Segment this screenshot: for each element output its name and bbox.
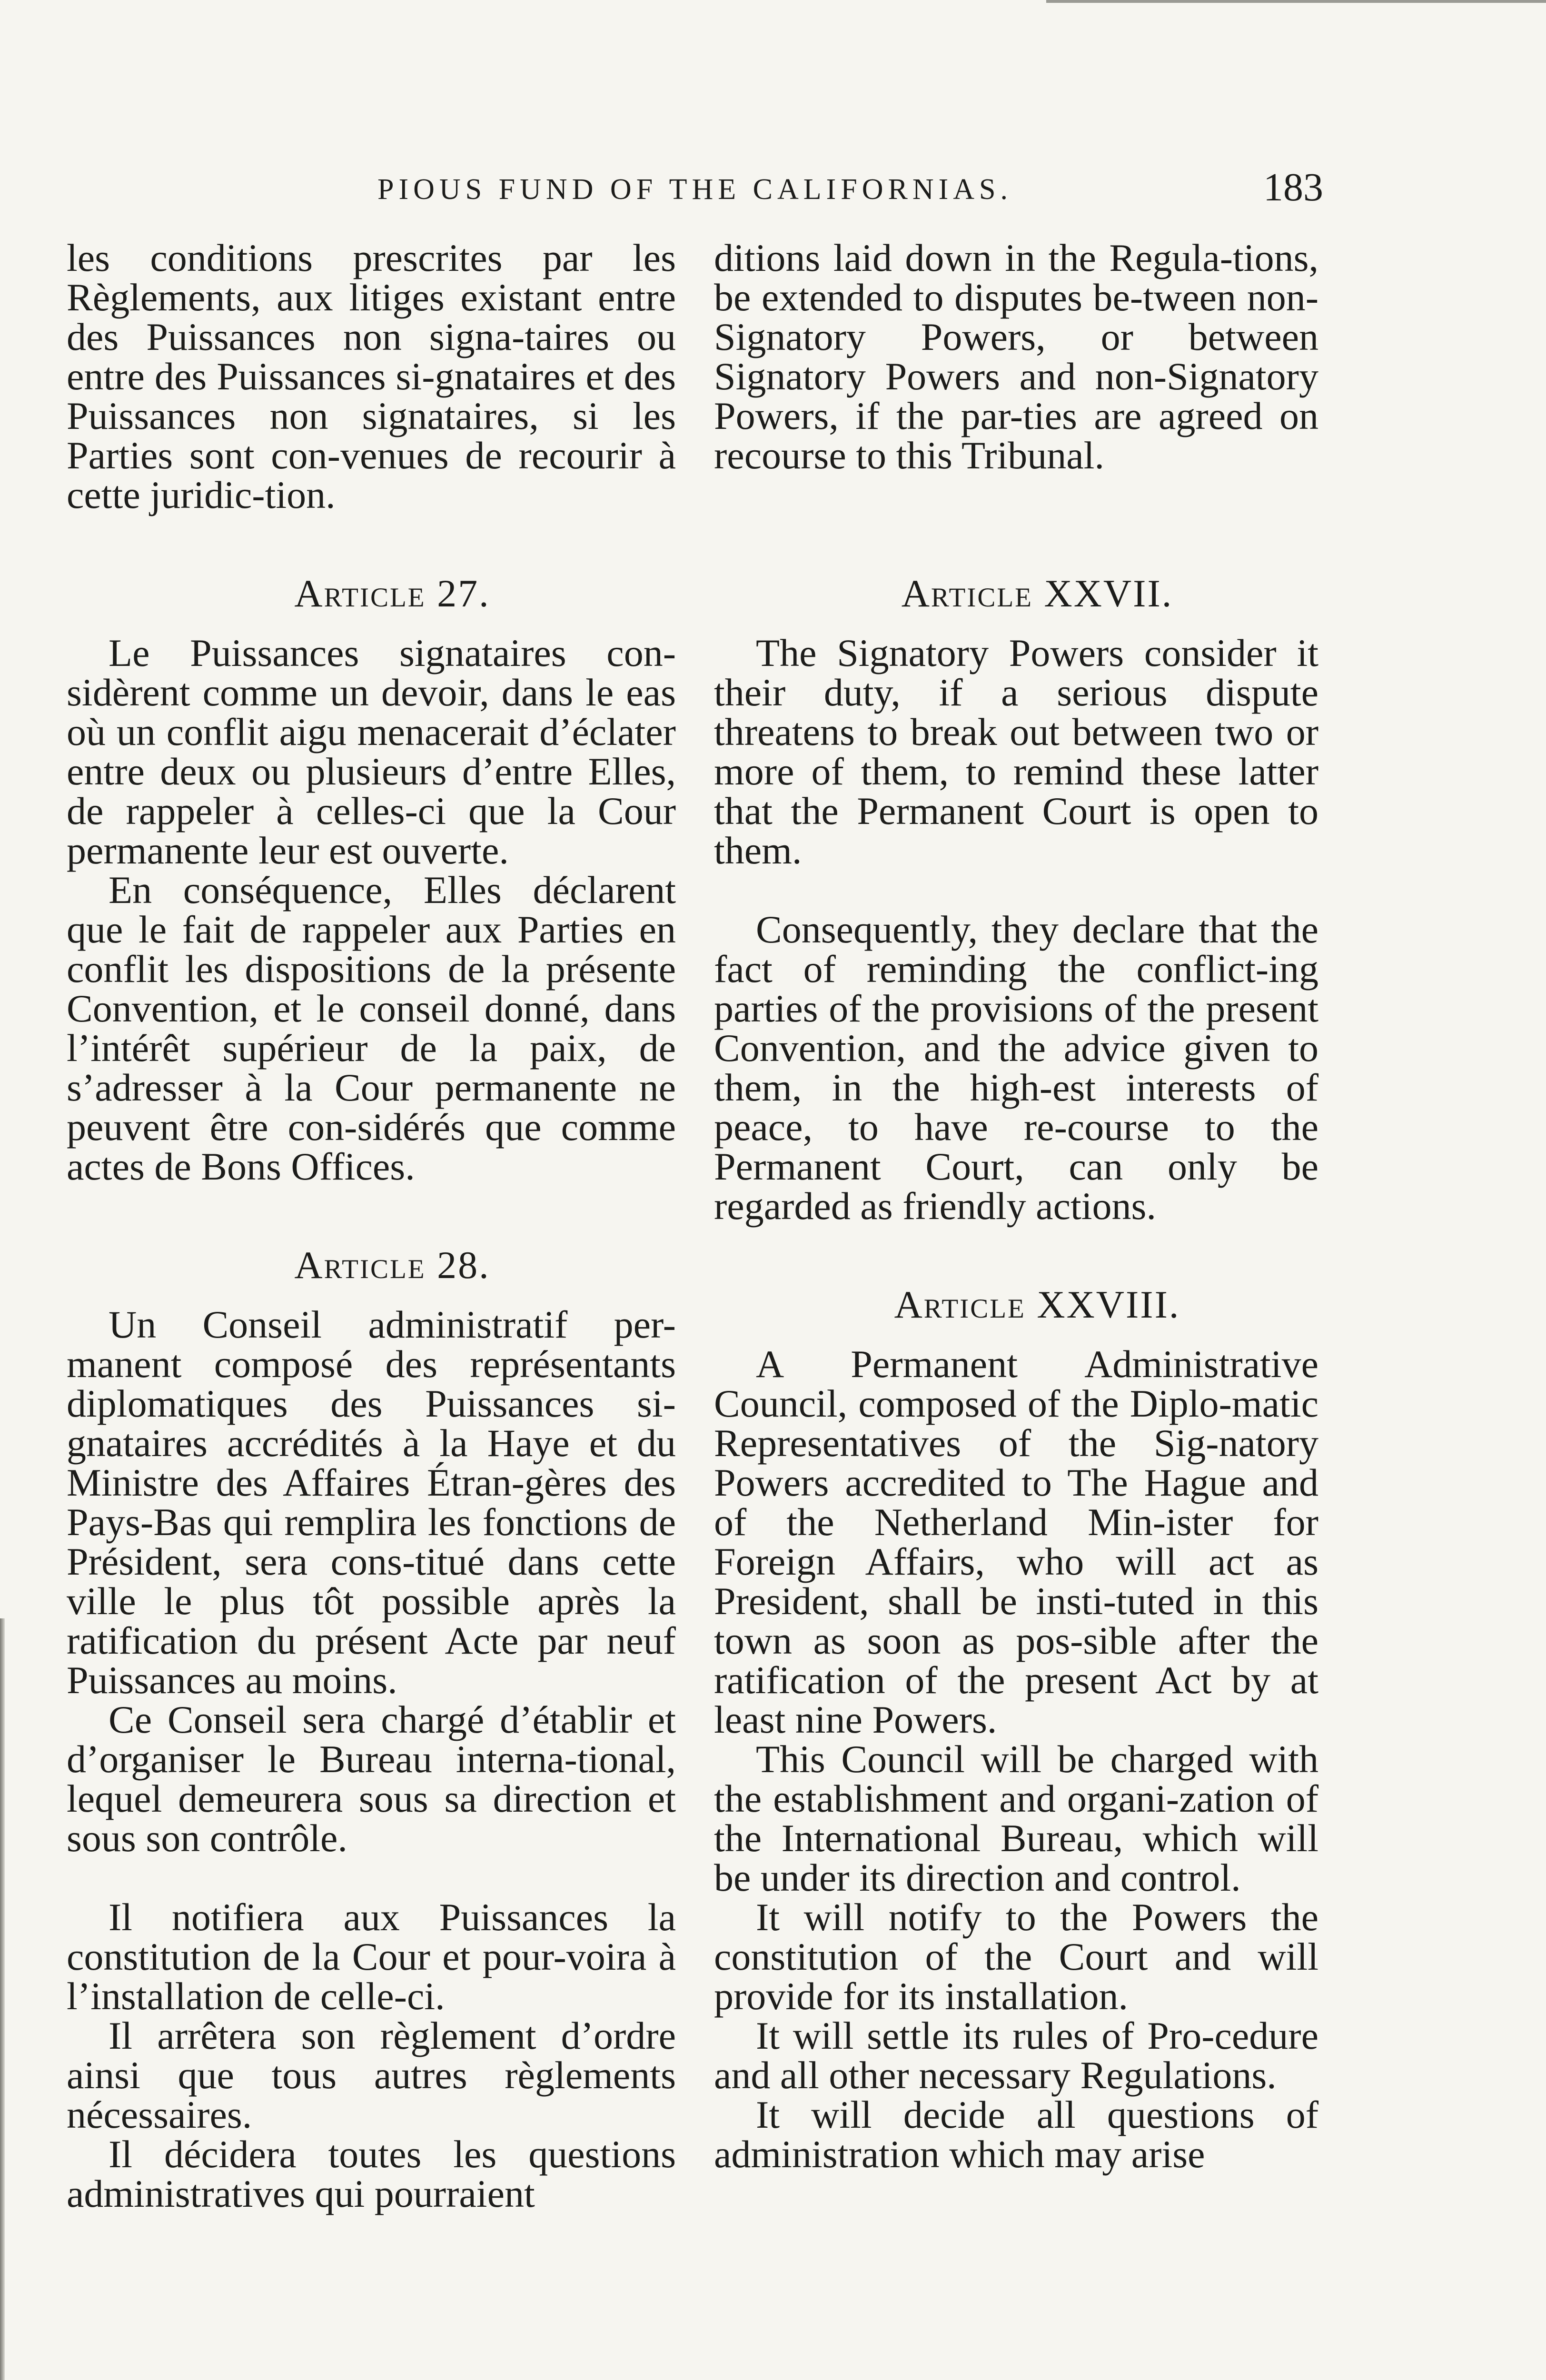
page-number: 183 bbox=[1263, 165, 1323, 209]
english-paragraph: This Council will be charged with the establishment and organi-zation of the International Bureau, which will be under its direction and control. bbox=[714, 1737, 1318, 1899]
english-paragraph: A Permanent Administrative Council, composed of the Diplo-matic Representatives of the Sig-natory Powers accredited to The Hague and of the Netherland Min-ister for Foreign Affairs, who will act as President, shall be insti-tuted in this town as soon as pos-sible after the ratification of the present Act by at least nine Powers. bbox=[714, 1342, 1318, 1741]
english-paragraph: It will notify to the Powers the constitution of the Court and will provide for its installation. bbox=[714, 1895, 1318, 2018]
english-paragraph: It will decide all questions of administration which may arise bbox=[714, 2093, 1318, 2176]
french-paragraph: Il décidera toutes les questions administratives qui pourraient bbox=[67, 2132, 676, 2215]
french-paragraph: les conditions prescrites par les Règlements, aux litiges existant entre des Puissances non signa-taires ou entre des Puissances si-gnataires et des Puissances non signataires, si les Parties sont con-venues de recourir à cette juridic-tion. bbox=[67, 236, 676, 516]
french-paragraph: En conséquence, Elles déclarent que le fait de rappeler aux Parties en conflit les dispositions de la présente Convention, et le conseil donné, dans l’intérêt supérieur de la paix, de s’adresser à la Cour permanente ne peuvent être con-sidérés que comme actes de Bons Offices. bbox=[67, 868, 676, 1188]
english-paragraph: The Signatory Powers consider it their duty, if a serious dispute threatens to break out between two or more of them, to remind these latter that the Permanent Court is open to them. bbox=[714, 631, 1318, 872]
binding-shadow bbox=[0, 1618, 5, 2380]
french-paragraph: Ce Conseil sera chargé d’établir et d’organiser le Bureau interna-tional, lequel demeurera sous sa direction et sous son contrôle. bbox=[67, 1698, 676, 1860]
french-paragraph: Il arrêtera son règlement d’ordre ainsi que tous autres règlements nécessaires. bbox=[67, 2014, 676, 2136]
running-title: PIOUS FUND OF THE CALIFORNIAS. bbox=[377, 173, 1013, 206]
english-article-heading: Article XXVII. bbox=[901, 572, 1173, 615]
page-header bbox=[67, 164, 1323, 217]
english-article-heading: Article XXVIII. bbox=[894, 1283, 1180, 1326]
english-paragraph: It will settle its rules of Pro-cedure and all other necessary Regulations. bbox=[714, 2014, 1318, 2097]
page-edge-line bbox=[1046, 0, 1546, 3]
english-paragraph: Consequently, they declare that the fact of reminding the conflict-ing parties of the provisions of the present Convention, and the advice given to them, in the high-est interests of peace, to have re-course to the Permanent Court, can only be regarded as friendly actions. bbox=[714, 908, 1318, 1228]
english-paragraph: ditions laid down in the Regula-tions, be extended to disputes be-tween non-Signatory Powers, or between Signatory Powers and non-Signatory Powers, if the par-ties are agreed on recourse to this Tribunal. bbox=[714, 236, 1318, 477]
french-article-heading: Article 28. bbox=[294, 1243, 490, 1287]
english-column bbox=[714, 238, 1318, 2380]
french-column bbox=[67, 238, 676, 2380]
french-paragraph: Un Conseil administratif per-manent composé des représentants diplomatiques des Puissances si-gnataires accrédités à la Haye et du Ministre des Affaires Étran-gères des Pays-Bas qui remplira les fonctions de Président, sera cons-titué dans cette ville le plus tôt possible après la ratification du présent Acte par neuf Puissances au moins. bbox=[67, 1303, 676, 1702]
french-paragraph: Le Puissances signataires con-sidèrent comme un devoir, dans le eas où un conflit aigu menacerait d’éclater entre deux ou plusieurs d’entre Elles, de rappeler à celles-ci que la Cour permanente leur est ouverte. bbox=[67, 631, 676, 872]
french-article-heading: Article 27. bbox=[294, 572, 490, 615]
french-paragraph: Il notifiera aux Puissances la constitution de la Cour et pour-voira à l’installation de celle-ci. bbox=[67, 1895, 676, 2018]
